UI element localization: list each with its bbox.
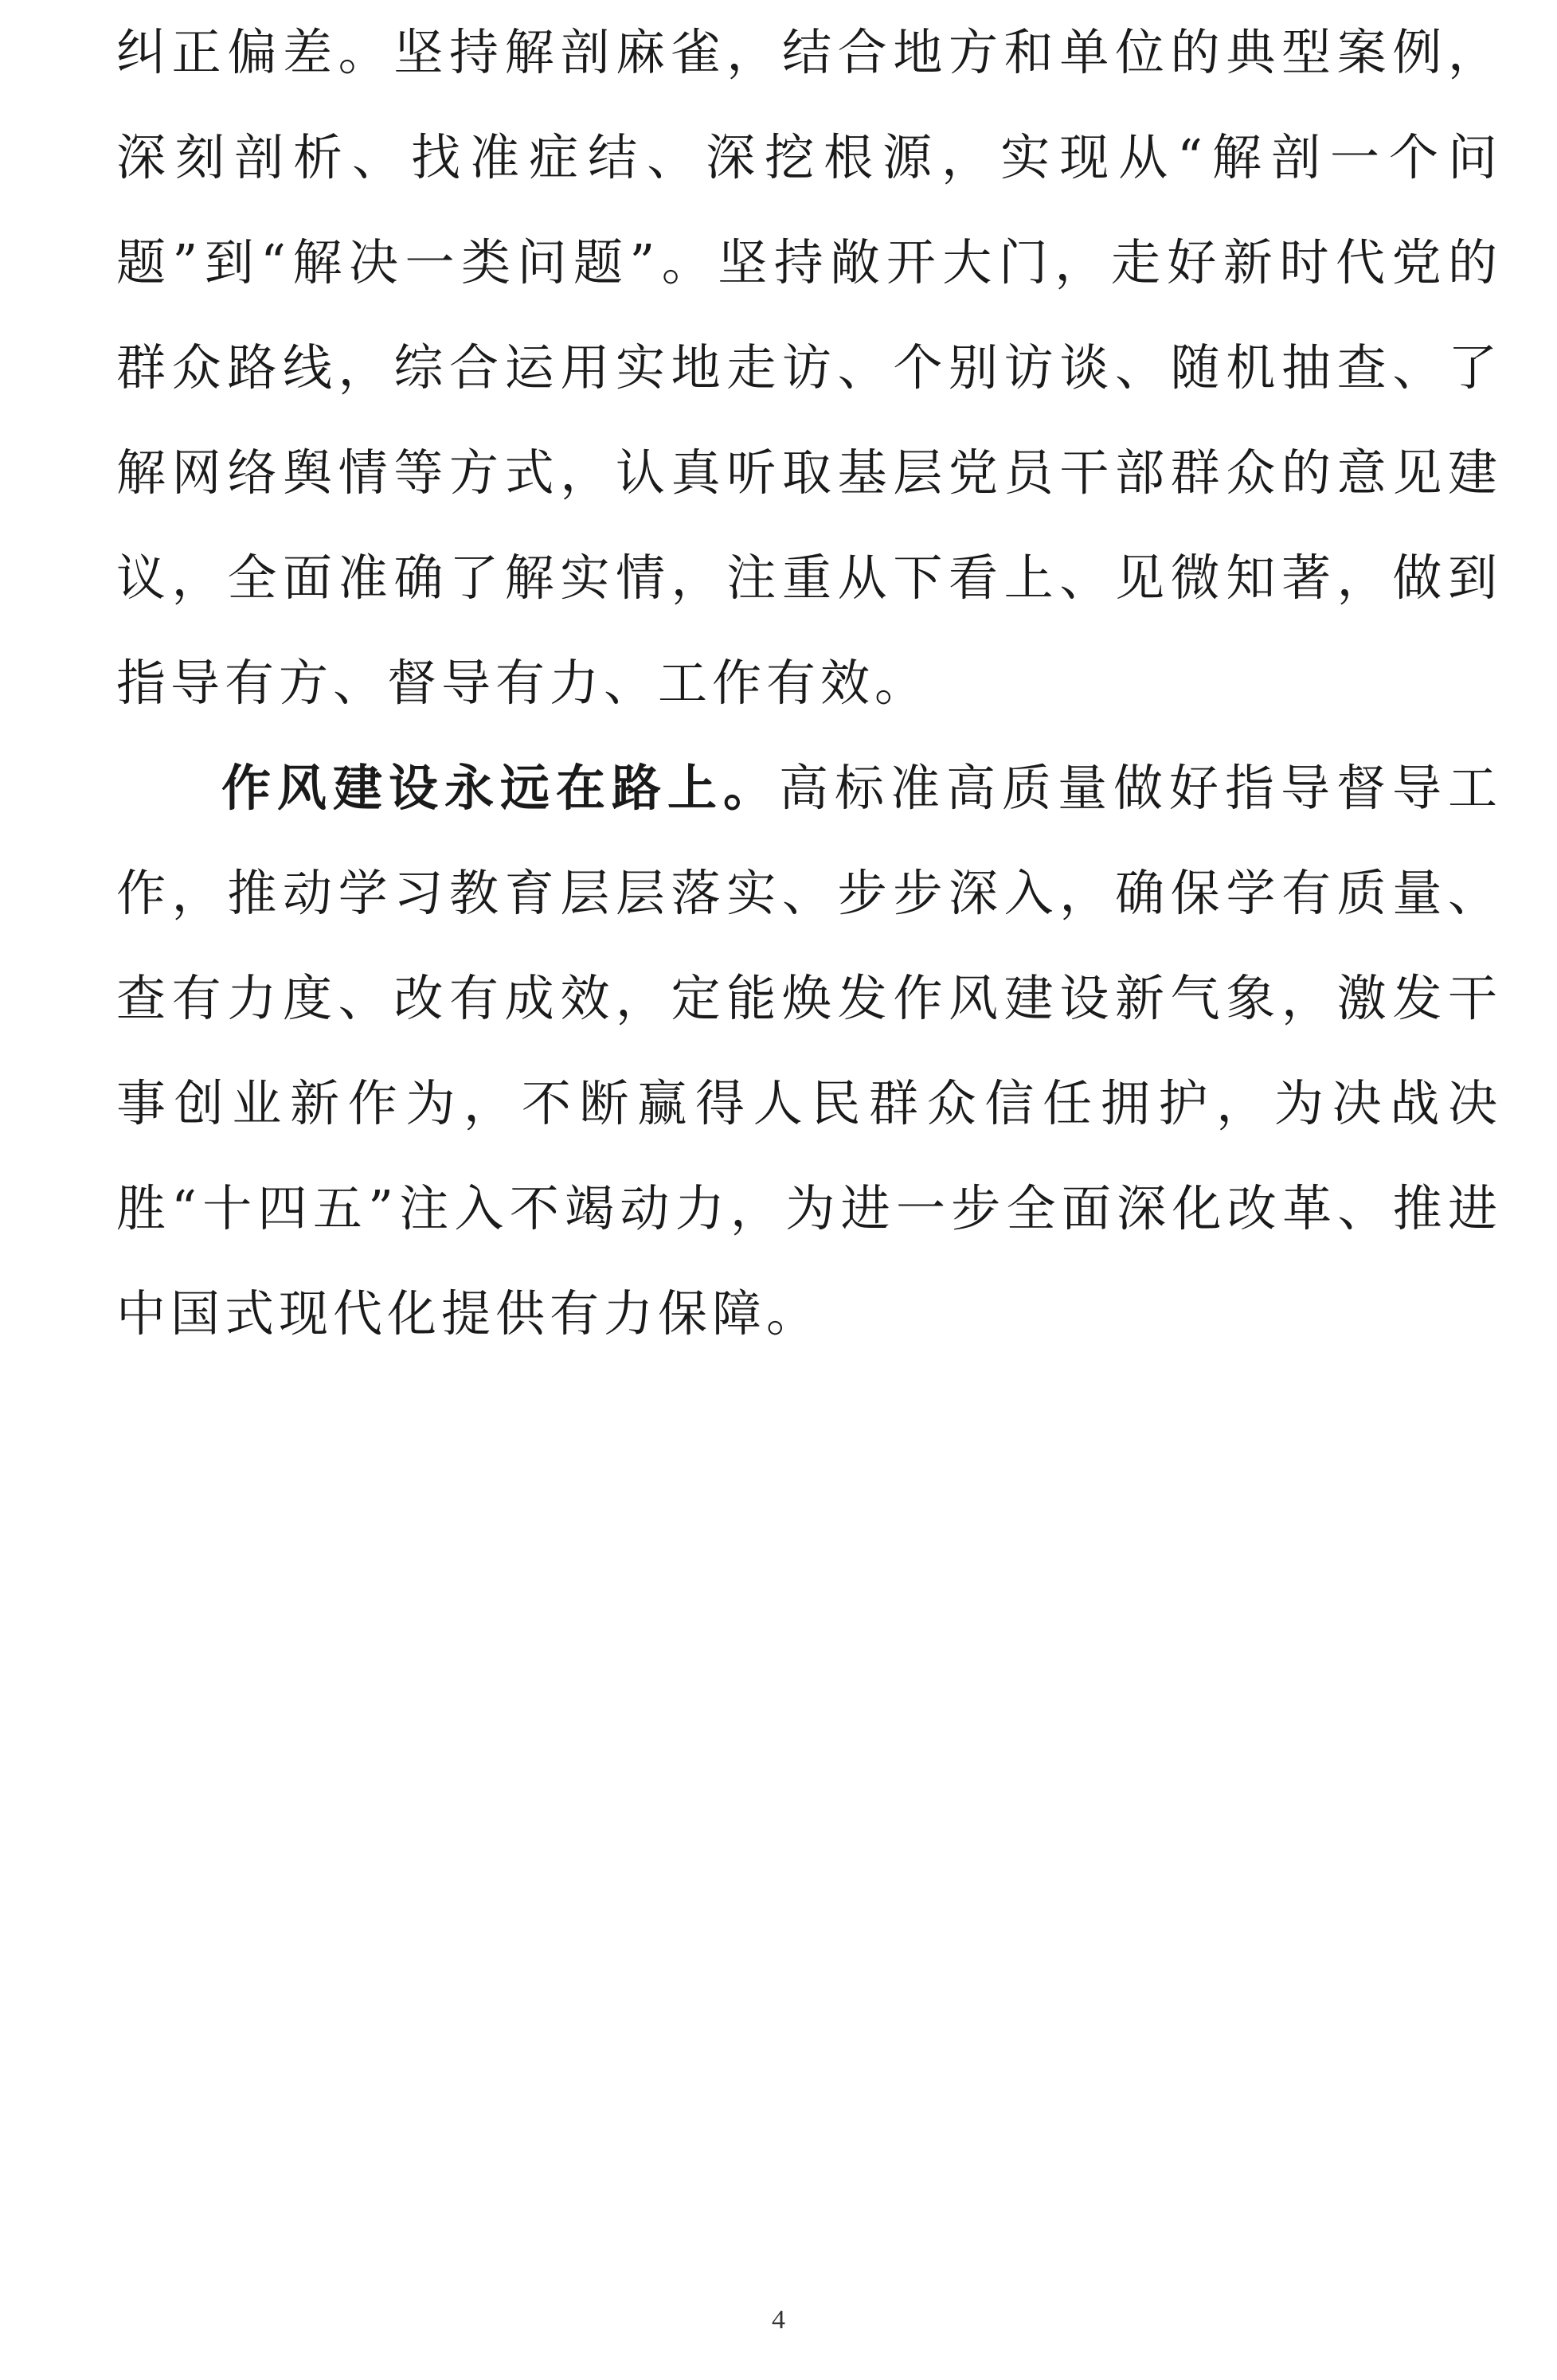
paragraph-continuation	[116, 0, 1502, 736]
page-number: 4	[772, 2305, 785, 2335]
paragraph-2-text: 高标准高质量做好指导督导工作，推动学习教育层层落实、步步深入，确保学有质量、查有力度、改有成效，定能焕发作风建设新气象，激发干事创业新作为，不断赢得人民群众信任拥护，为决战决胜“十四五”注入不竭动力，为进一步全面深化改革、推进中国式现代化提供有力保障。	[116, 759, 1502, 1342]
paragraph-1-text: 纠正偏差。坚持解剖麻雀，结合地方和单位的典型案例，深刻剖析、找准症结、深挖根源，实现从“解剖一个问题”到“解决一类问题”。坚持敞开大门，走好新时代党的群众路线，综合运用实地走访、个别访谈、随机抽查、了解网络舆情等方式，认真听取基层党员干部群众的意见建议，全面准确了解实情，注重从下看上、见微知著，做到指导有方、督导有力、工作有效。	[116, 23, 1502, 712]
document-body	[116, 0, 1502, 1366]
paragraph-conclusion	[116, 736, 1502, 1366]
paragraph-2-lead: 作风建设永远在路上。	[221, 759, 779, 817]
